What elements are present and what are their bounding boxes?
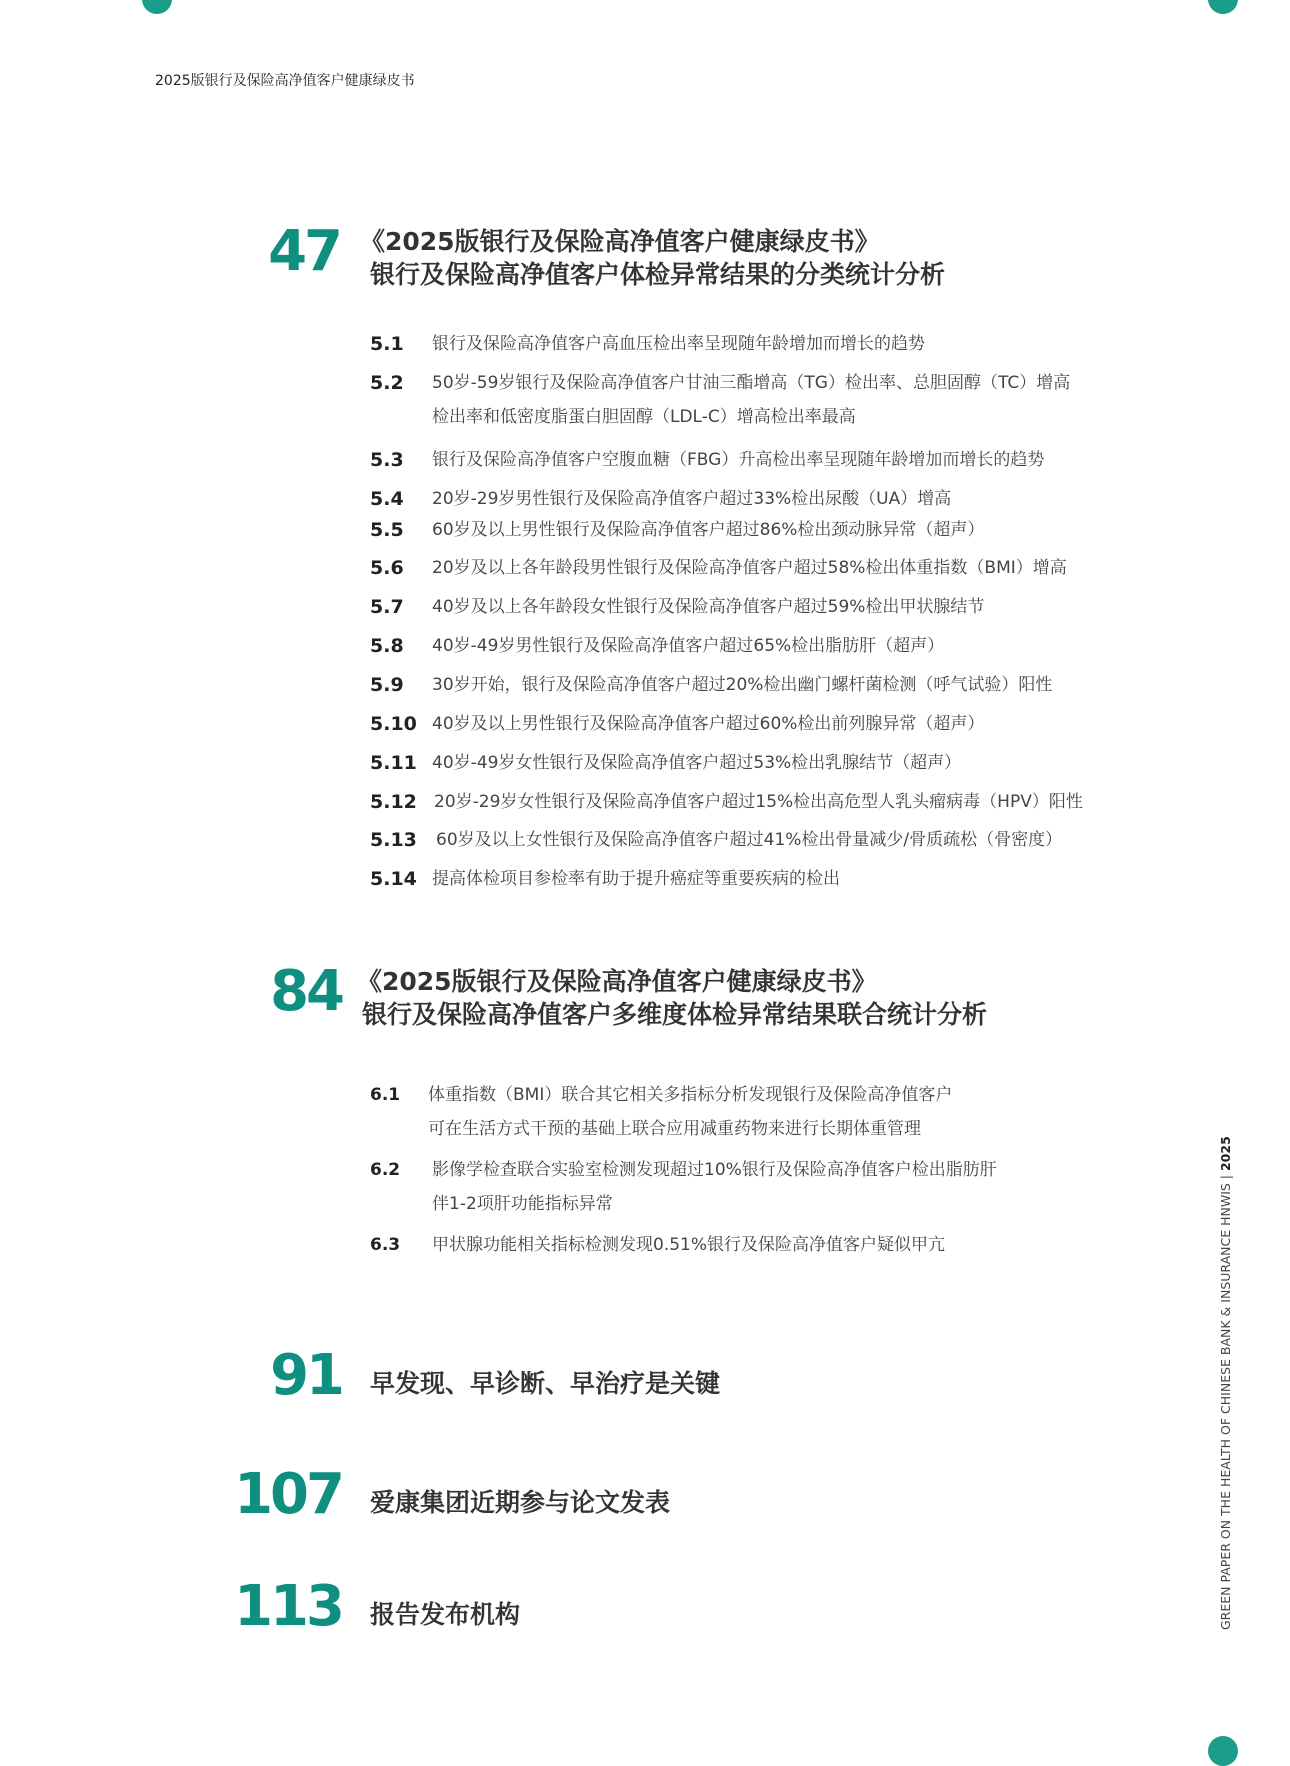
item-text: 甲状腺功能相关指标检测发现0.51%银行及保险高净值客户疑似甲亢 [432, 1235, 946, 1255]
section-title-line1[interactable]: 《2025版银行及保险高净值客户健康绿皮书》 [360, 227, 880, 256]
decorative-dot-bottom-right [1208, 1736, 1238, 1766]
item-text: 20岁-29岁男性银行及保险高净值客户超过33%检出尿酸（UA）增高 [432, 489, 952, 509]
item-number: 5.13 [370, 829, 417, 851]
item-text: 体重指数（BMI）联合其它相关多指标分析发现银行及保险高净值客户 可在生活方式干预的基础上联合应用减重药物来进行长期体重管理 [428, 1085, 953, 1139]
item-text: 40岁-49岁女性银行及保险高净值客户超过53%检出乳腺结节（超声） [432, 753, 962, 773]
item-text: 银行及保险高净值客户高血压检出率呈现随年龄增加而增长的趋势 [432, 334, 925, 354]
item-number: 5.9 [370, 674, 404, 696]
item-text: 银行及保险高净值客户空腹血糖（FBG）升高检出率呈现随年龄增加而增长的趋势 [432, 450, 1045, 470]
item-number: 5.5 [370, 519, 404, 541]
item-number: 5.10 [370, 713, 417, 735]
item-number: 5.8 [370, 635, 404, 657]
item-number: 6.3 [370, 1235, 401, 1255]
item-number: 5.12 [370, 791, 417, 813]
item-number: 5.4 [370, 488, 404, 510]
item-number: 5.3 [370, 449, 404, 471]
item-text: 40岁及以上男性银行及保险高净值客户超过60%检出前列腺异常（超声） [432, 714, 985, 734]
item-text: 40岁-49岁男性银行及保险高净值客户超过65%检出脂肪肝（超声） [432, 636, 945, 656]
item-number: 5.11 [370, 752, 417, 774]
item-text: 影像学检查联合实验室检测发现超过10%银行及保险高净值客户检出脂肪肝 伴1-2项肝功能指标异常 [432, 1160, 997, 1214]
item-number: 5.2 [370, 372, 404, 394]
item-text: 50岁-59岁银行及保险高净值客户甘油三酯增高（TG）检出率、总胆固醇（TC）增高 检出率和低密度脂蛋白胆固醇（LDL-C）增高检出率最高 [432, 373, 1071, 427]
section-title-line1[interactable]: 《2025版银行及保险高净值客户健康绿皮书》 [357, 967, 877, 996]
section-title-line2[interactable]: 银行及保险高净值客户多维度体检异常结果联合统计分析 [362, 1000, 988, 1029]
page-number[interactable]: 84 [270, 959, 342, 1024]
page-number[interactable]: 91 [270, 1343, 342, 1408]
running-header: 2025版银行及保险高净值客户健康绿皮书 [155, 73, 415, 89]
page-number[interactable]: 113 [234, 1574, 342, 1639]
decorative-dot-top-left [142, 0, 172, 14]
side-label: GREEN PAPER ON THE HEALTH OF CHINESE BANK & INSURANCE HNWIS | [1218, 1175, 1233, 1630]
item-number: 6.2 [370, 1160, 401, 1180]
page-number[interactable]: 107 [234, 1462, 342, 1527]
item-text: 60岁及以上男性银行及保险高净值客户超过86%检出颈动脉异常（超声） [432, 520, 985, 540]
item-text: 40岁及以上各年龄段女性银行及保险高净值客户超过59%检出甲状腺结节 [432, 597, 985, 617]
item-text: 60岁及以上女性银行及保险高净值客户超过41%检出骨量减少/骨质疏松（骨密度） [436, 830, 1063, 850]
side-year: 2025 [1218, 1136, 1233, 1172]
section-title-line2[interactable]: 银行及保险高净值客户体检异常结果的分类统计分析 [370, 260, 946, 289]
item-text: 提高体检项目参检率有助于提升癌症等重要疾病的检出 [432, 869, 840, 889]
item-number: 5.1 [370, 333, 404, 355]
section-title[interactable]: 早发现、早诊断、早治疗是关键 [370, 1369, 721, 1398]
item-number: 5.6 [370, 557, 404, 579]
page-number[interactable]: 47 [268, 219, 340, 284]
section-title[interactable]: 报告发布机构 [370, 1600, 521, 1629]
item-text: 30岁开始，银行及保险高净值客户超过20%检出幽门螺杆菌检测（呼气试验）阳性 [432, 675, 1053, 695]
item-text: 20岁及以上各年龄段男性银行及保险高净值客户超过58%检出体重指数（BMI）增高 [432, 558, 1067, 578]
section-title[interactable]: 爱康集团近期参与论文发表 [370, 1488, 671, 1517]
item-number: 5.14 [370, 868, 417, 890]
item-number: 5.7 [370, 596, 404, 618]
item-text: 20岁-29岁女性银行及保险高净值客户超过15%检出高危型人乳头瘤病毒（HPV）阳性 [434, 792, 1083, 812]
vertical-side-text [1218, 1136, 1233, 1630]
item-number: 6.1 [370, 1085, 401, 1105]
decorative-dot-top-right [1208, 0, 1238, 14]
